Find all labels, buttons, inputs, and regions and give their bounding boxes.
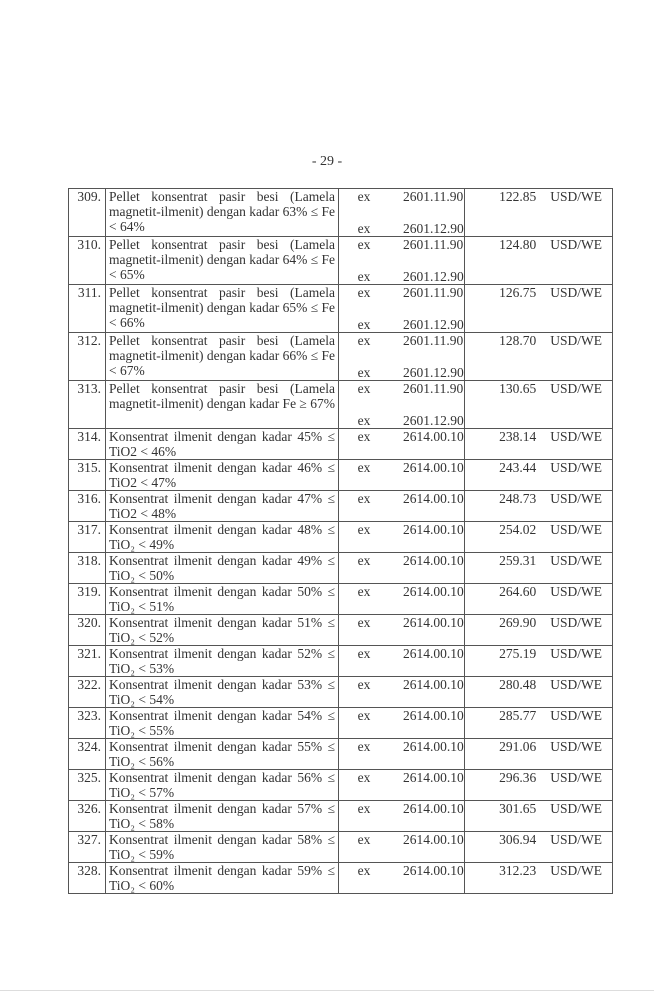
hs-code: 2614.00.10: [403, 429, 464, 444]
table-row: [69, 677, 613, 708]
table-row: [69, 285, 613, 333]
hs-code-line: [339, 221, 464, 236]
price-unit: USD/WE: [550, 646, 602, 661]
price-unit: USD/WE: [550, 615, 602, 630]
ex-marker: ex: [357, 221, 371, 236]
price-value: 254.02: [499, 522, 537, 537]
hs-code-line: [339, 584, 464, 599]
product-description: Konsentrat ilmenit dengan kadar 46% ≤ TiO2 < 47%: [106, 460, 339, 491]
hs-code-cell: [339, 615, 465, 646]
hs-code-line: [339, 333, 464, 348]
hs-code: 2614.00.10: [403, 677, 464, 692]
hs-code-line: [339, 365, 464, 380]
hs-code: 2614.00.10: [403, 708, 464, 723]
ex-marker: ex: [357, 584, 371, 599]
price-value: 285.77: [499, 708, 537, 723]
ex-marker: ex: [357, 381, 371, 396]
price-unit: USD/WE: [550, 522, 602, 537]
price-value: 306.94: [499, 832, 537, 847]
row-number: 313.: [69, 381, 106, 429]
price-cell: [464, 522, 612, 553]
price-value: 128.70: [499, 333, 537, 348]
table-row: [69, 801, 613, 832]
product-description: Pellet konsentrat pasir besi (Lamela magnetit-ilmenit) dengan kadar 66% ≤ Fe < 67%: [106, 333, 339, 381]
price-value: 243.44: [499, 460, 537, 475]
price-cell: [464, 615, 612, 646]
price-cell: [464, 863, 612, 894]
row-number: 309.: [69, 189, 106, 237]
product-description: Konsentrat ilmenit dengan kadar 55% ≤ TiO₂ < 56%: [106, 739, 339, 770]
product-description: Konsentrat ilmenit dengan kadar 47% ≤ TiO2 < 48%: [106, 491, 339, 522]
hs-code-cell: [339, 333, 465, 381]
product-description: Konsentrat ilmenit dengan kadar 54% ≤ TiO₂ < 55%: [106, 708, 339, 739]
ex-marker: ex: [357, 832, 371, 847]
product-description: Pellet konsentrat pasir besi (Lamela magnetit-ilmenit) dengan kadar Fe ≥ 67%: [106, 381, 339, 429]
hs-code-cell: [339, 522, 465, 553]
ex-marker: ex: [357, 553, 371, 568]
ex-marker: ex: [357, 285, 371, 300]
price-cell: [464, 285, 612, 333]
price-value: 248.73: [499, 491, 537, 506]
ex-marker: ex: [357, 269, 371, 284]
table-row: [69, 739, 613, 770]
table-row: [69, 770, 613, 801]
price-value: 126.75: [499, 285, 537, 300]
table-row: [69, 381, 613, 429]
table-row: [69, 491, 613, 522]
product-description: Konsentrat ilmenit dengan kadar 45% ≤ TiO2 < 46%: [106, 429, 339, 460]
ex-marker: ex: [357, 491, 371, 506]
table-row: [69, 237, 613, 285]
price-value: 122.85: [499, 189, 537, 204]
table-row: [69, 189, 613, 237]
hs-code-line: [339, 189, 464, 204]
hs-code: 2614.00.10: [403, 801, 464, 816]
table-row: [69, 832, 613, 863]
price-unit: USD/WE: [550, 677, 602, 692]
ex-marker: ex: [357, 333, 371, 348]
price-value: 130.65: [499, 381, 537, 396]
hs-code-cell: [339, 646, 465, 677]
ex-marker: ex: [357, 615, 371, 630]
price-cell: [464, 708, 612, 739]
hs-code-line: [339, 832, 464, 847]
product-description: Konsentrat ilmenit dengan kadar 57% ≤ TiO₂ < 58%: [106, 801, 339, 832]
hs-code-cell: [339, 491, 465, 522]
hs-code-cell: [339, 770, 465, 801]
price-cell: [464, 801, 612, 832]
hs-code-line: [339, 646, 464, 661]
product-description: Pellet konsentrat pasir besi (Lamela magnetit-ilmenit) dengan kadar 65% ≤ Fe < 66%: [106, 285, 339, 333]
row-number: 327.: [69, 832, 106, 863]
price-cell: [464, 429, 612, 460]
price-unit: USD/WE: [550, 333, 602, 348]
hs-code: 2614.00.10: [403, 522, 464, 537]
row-number: 314.: [69, 429, 106, 460]
price-cell: [464, 460, 612, 491]
price-value: 291.06: [499, 739, 537, 754]
row-number: 311.: [69, 285, 106, 333]
hs-code: 2601.12.90: [403, 413, 464, 428]
hs-code: 2614.00.10: [403, 770, 464, 785]
hs-code-cell: [339, 832, 465, 863]
hs-code-line: [339, 237, 464, 252]
product-description: Konsentrat ilmenit dengan kadar 49% ≤ TiO₂ < 50%: [106, 553, 339, 584]
ex-marker: ex: [357, 739, 371, 754]
row-number: 326.: [69, 801, 106, 832]
table-row: [69, 646, 613, 677]
product-description: Konsentrat ilmenit dengan kadar 56% ≤ TiO₂ < 57%: [106, 770, 339, 801]
table-row: [69, 584, 613, 615]
hs-code: 2601.12.90: [403, 365, 464, 380]
price-unit: USD/WE: [550, 237, 602, 252]
product-description: Konsentrat ilmenit dengan kadar 50% ≤ TiO₂ < 51%: [106, 584, 339, 615]
ex-marker: ex: [357, 863, 371, 878]
price-unit: USD/WE: [550, 491, 602, 506]
hs-code-line: [339, 317, 464, 332]
row-number: 316.: [69, 491, 106, 522]
row-number: 328.: [69, 863, 106, 894]
hs-code-line: [339, 413, 464, 428]
hs-code-line: [339, 491, 464, 506]
price-unit: USD/WE: [550, 189, 602, 204]
hs-code-line: [339, 285, 464, 300]
price-value: 238.14: [499, 429, 537, 444]
hs-code-line: [339, 522, 464, 537]
ex-marker: ex: [357, 770, 371, 785]
row-number: 318.: [69, 553, 106, 584]
hs-code: 2601.12.90: [403, 317, 464, 332]
price-unit: USD/WE: [550, 381, 602, 396]
table-row: [69, 333, 613, 381]
ex-marker: ex: [357, 460, 371, 475]
ex-marker: ex: [357, 677, 371, 692]
row-number: 317.: [69, 522, 106, 553]
price-value: 264.60: [499, 584, 537, 599]
row-number: 320.: [69, 615, 106, 646]
hs-code-line: [339, 615, 464, 630]
hs-code-line: [339, 708, 464, 723]
hs-code: 2614.00.10: [403, 863, 464, 878]
hs-code-line: [339, 269, 464, 284]
hs-code-line: [339, 863, 464, 878]
table-row: [69, 708, 613, 739]
row-number: 323.: [69, 708, 106, 739]
hs-code-line: [339, 677, 464, 692]
price-unit: USD/WE: [550, 429, 602, 444]
hs-code-cell: [339, 285, 465, 333]
product-description: Konsentrat ilmenit dengan kadar 58% ≤ TiO₂ < 59%: [106, 832, 339, 863]
ex-marker: ex: [357, 429, 371, 444]
product-description: Konsentrat ilmenit dengan kadar 59% ≤ TiO₂ < 60%: [106, 863, 339, 894]
table-row: [69, 553, 613, 584]
ex-marker: ex: [357, 237, 371, 252]
price-cell: [464, 491, 612, 522]
ex-marker: ex: [357, 413, 371, 428]
hs-code-cell: [339, 189, 465, 237]
scan-edge-line: [0, 990, 654, 991]
ex-marker: ex: [357, 189, 371, 204]
price-value: 280.48: [499, 677, 537, 692]
row-number: 325.: [69, 770, 106, 801]
price-unit: USD/WE: [550, 708, 602, 723]
price-cell: [464, 677, 612, 708]
table-row: [69, 863, 613, 894]
hs-code-line: [339, 429, 464, 444]
hs-code: 2601.12.90: [403, 269, 464, 284]
price-value: 296.36: [499, 770, 537, 785]
ex-marker: ex: [357, 522, 371, 537]
price-cell: [464, 553, 612, 584]
price-unit: USD/WE: [550, 460, 602, 475]
hs-code: 2614.00.10: [403, 615, 464, 630]
hs-code: 2614.00.10: [403, 460, 464, 475]
price-unit: USD/WE: [550, 863, 602, 878]
hs-code: 2614.00.10: [403, 584, 464, 599]
price-unit: USD/WE: [550, 832, 602, 847]
price-cell: [464, 189, 612, 237]
hs-code-cell: [339, 863, 465, 894]
hs-code-cell: [339, 381, 465, 429]
hs-code-cell: [339, 708, 465, 739]
hs-code: 2614.00.10: [403, 553, 464, 568]
price-cell: [464, 381, 612, 429]
product-description: Konsentrat ilmenit dengan kadar 52% ≤ TiO₂ < 53%: [106, 646, 339, 677]
hs-code-cell: [339, 460, 465, 491]
table-row: [69, 460, 613, 491]
hs-code: 2614.00.10: [403, 646, 464, 661]
hs-code-cell: [339, 739, 465, 770]
price-cell: [464, 739, 612, 770]
price-cell: [464, 237, 612, 285]
hs-code-line: [339, 770, 464, 785]
ex-marker: ex: [357, 646, 371, 661]
hs-code-cell: [339, 553, 465, 584]
price-cell: [464, 832, 612, 863]
ex-marker: ex: [357, 801, 371, 816]
row-number: 322.: [69, 677, 106, 708]
product-description: Konsentrat ilmenit dengan kadar 48% ≤ TiO₂ < 49%: [106, 522, 339, 553]
price-value: 124.80: [499, 237, 537, 252]
price-cell: [464, 584, 612, 615]
row-number: 312.: [69, 333, 106, 381]
hs-code-line: [339, 801, 464, 816]
price-unit: USD/WE: [550, 739, 602, 754]
ex-marker: ex: [357, 708, 371, 723]
hs-code-cell: [339, 677, 465, 708]
product-description: Pellet konsentrat pasir besi (Lamela magnetit-ilmenit) dengan kadar 64% ≤ Fe < 65%: [106, 237, 339, 285]
table-row: [69, 429, 613, 460]
row-number: 319.: [69, 584, 106, 615]
hs-code-cell: [339, 584, 465, 615]
table-row: [69, 522, 613, 553]
ex-marker: ex: [357, 317, 371, 332]
hs-code-line: [339, 381, 464, 396]
hs-code: 2601.11.90: [403, 285, 464, 300]
row-number: 324.: [69, 739, 106, 770]
price-value: 301.65: [499, 801, 537, 816]
row-number: 315.: [69, 460, 106, 491]
hs-code: 2614.00.10: [403, 491, 464, 506]
hs-code: 2601.11.90: [403, 237, 464, 252]
hs-code: 2614.00.10: [403, 832, 464, 847]
price-value: 312.23: [499, 863, 537, 878]
hs-code: 2601.11.90: [403, 333, 464, 348]
hs-code-line: [339, 553, 464, 568]
price-unit: USD/WE: [550, 584, 602, 599]
hs-code: 2601.11.90: [403, 381, 464, 396]
price-cell: [464, 646, 612, 677]
hs-code: 2601.12.90: [403, 221, 464, 236]
price-unit: USD/WE: [550, 770, 602, 785]
product-description: Konsentrat ilmenit dengan kadar 53% ≤ TiO₂ < 54%: [106, 677, 339, 708]
price-cell: [464, 333, 612, 381]
price-unit: USD/WE: [550, 801, 602, 816]
page-number: - 29 -: [311, 154, 343, 169]
ex-marker: ex: [357, 365, 371, 380]
hs-code-cell: [339, 237, 465, 285]
hs-code: 2614.00.10: [403, 739, 464, 754]
price-unit: USD/WE: [550, 553, 602, 568]
hs-code-line: [339, 460, 464, 475]
row-number: 310.: [69, 237, 106, 285]
price-table: [68, 188, 613, 894]
price-value: 269.90: [499, 615, 537, 630]
hs-code: 2601.11.90: [403, 189, 464, 204]
hs-code-cell: [339, 429, 465, 460]
price-cell: [464, 770, 612, 801]
hs-code-cell: [339, 801, 465, 832]
price-unit: USD/WE: [550, 285, 602, 300]
product-description: Pellet konsentrat pasir besi (Lamela magnetit-ilmenit) dengan kadar 63% ≤ Fe < 64%: [106, 189, 339, 237]
price-value: 259.31: [499, 553, 537, 568]
hs-code-line: [339, 739, 464, 754]
price-value: 275.19: [499, 646, 537, 661]
row-number: 321.: [69, 646, 106, 677]
table-row: [69, 615, 613, 646]
product-description: Konsentrat ilmenit dengan kadar 51% ≤ TiO₂ < 52%: [106, 615, 339, 646]
